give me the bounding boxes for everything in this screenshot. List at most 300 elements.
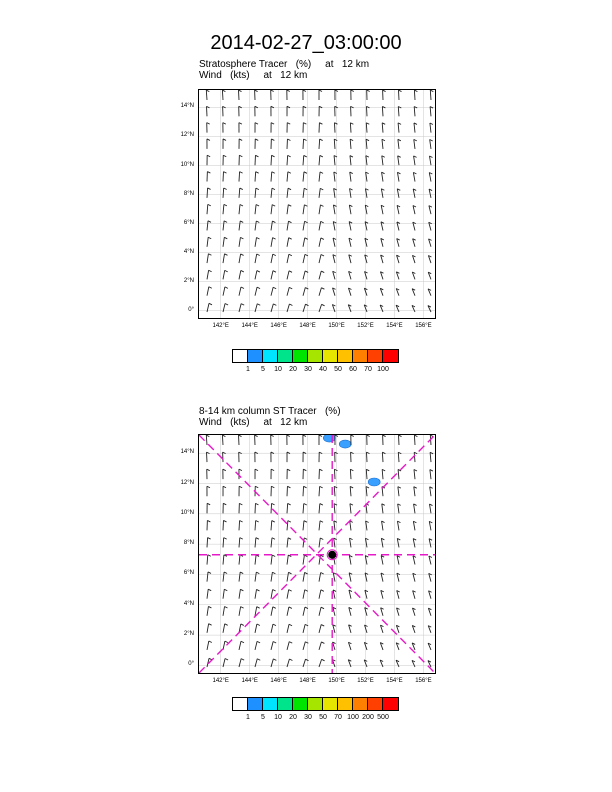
- wind-barb: [319, 486, 323, 496]
- wind-barb: [414, 123, 417, 133]
- wind-barb: [380, 643, 383, 650]
- wind-barb: [271, 123, 274, 133]
- wind-barb: [381, 189, 384, 198]
- wind-barb: [334, 139, 337, 149]
- wind-barb: [365, 625, 368, 633]
- wind-barb: [365, 608, 368, 616]
- wind-barb: [239, 435, 242, 445]
- lat-tick-label: 14°N: [180, 103, 194, 110]
- wind-barb: [430, 487, 433, 496]
- wind-barb: [430, 452, 433, 462]
- wind-barb: [414, 469, 417, 479]
- wind-barb: [223, 221, 227, 231]
- wind-barb: [207, 520, 210, 530]
- colorbar-box: [368, 350, 383, 362]
- wind-barb: [398, 469, 401, 479]
- wind-barb: [223, 172, 226, 182]
- wind-barb: [303, 590, 308, 599]
- colorbar-box: [278, 698, 293, 710]
- wind-barb: [271, 607, 276, 616]
- wind-barb: [366, 487, 369, 497]
- wind-barb: [382, 123, 385, 133]
- wind-barb: [287, 521, 291, 531]
- wind-barb: [397, 538, 400, 547]
- wind-barb: [430, 139, 433, 148]
- wind-barb: [429, 573, 432, 581]
- wind-barb: [255, 90, 258, 100]
- wind-barb: [399, 90, 402, 100]
- wind-barb: [255, 521, 259, 531]
- wind-barb: [397, 608, 400, 616]
- wind-barb: [334, 538, 337, 547]
- wind-barb: [350, 469, 353, 479]
- wind-barb: [413, 591, 416, 599]
- wind-barb: [334, 123, 337, 133]
- colorbar-box: [293, 350, 308, 362]
- wind-barb: [397, 189, 400, 198]
- wind-barb: [349, 607, 352, 615]
- lat-tick-label: 10°N: [180, 509, 194, 516]
- colorbar-box: [248, 350, 263, 362]
- wind-barb: [364, 288, 367, 296]
- wind-barb: [271, 254, 276, 263]
- wind-barb: [223, 123, 226, 133]
- wind-barb: [367, 435, 370, 445]
- wind-barb: [287, 90, 290, 100]
- wind-barb: [333, 607, 336, 615]
- wind-barb: [429, 206, 432, 215]
- colorbar-box: [233, 698, 248, 710]
- wind-barb: [319, 139, 323, 149]
- lon-tick-label: 142°E: [212, 678, 229, 684]
- wind-barb: [207, 589, 211, 599]
- wind-barb: [303, 172, 307, 182]
- wind-barb: [351, 90, 354, 100]
- wind-barb: [222, 90, 225, 100]
- wind-barb: [414, 107, 417, 117]
- lat-tick-label: 12°N: [180, 132, 194, 139]
- wind-barb: [239, 155, 242, 165]
- wind-barb: [430, 107, 433, 117]
- wind-barb: [303, 538, 307, 548]
- wind-barb: [414, 504, 417, 513]
- wind-barb: [397, 556, 400, 565]
- panel1-map-canvas: [199, 90, 435, 318]
- wind-barb: [381, 556, 384, 565]
- colorbar-label: 100: [347, 714, 359, 721]
- wind-barb: [398, 452, 401, 462]
- wind-barb: [365, 538, 368, 547]
- wind-barb: [223, 270, 228, 279]
- wind-barb: [365, 189, 368, 198]
- wind-barb: [349, 222, 352, 231]
- wind-barb: [271, 139, 274, 149]
- wind-barb: [255, 123, 258, 133]
- wind-barb: [255, 572, 259, 581]
- wind-barb: [223, 624, 228, 633]
- wind-barb: [399, 435, 402, 445]
- wind-barb: [239, 555, 243, 565]
- colorbar-label: 50: [334, 366, 342, 373]
- wind-barb: [365, 255, 368, 263]
- wind-barb: [239, 106, 242, 116]
- wind-barb: [414, 156, 417, 165]
- wind-barb: [412, 643, 415, 650]
- wind-barb: [223, 538, 227, 548]
- wind-barb: [397, 255, 400, 263]
- colorbar-label: 60: [349, 366, 357, 373]
- wind-barb: [414, 452, 417, 462]
- wind-barb: [348, 288, 351, 296]
- wind-barb: [303, 452, 306, 462]
- colorbar-label: 1: [246, 366, 250, 373]
- wind-barb: [303, 188, 307, 198]
- colorbar-label: 200: [362, 714, 374, 721]
- wind-barb: [364, 642, 367, 650]
- colorbar-label: 10: [274, 366, 282, 373]
- wind-barb: [333, 255, 336, 263]
- wind-barb: [335, 106, 338, 116]
- wind-barb: [255, 188, 259, 198]
- wind-barb: [319, 607, 324, 616]
- wind-barb: [349, 625, 352, 633]
- page-title: 2014-02-27_03:00:00: [210, 32, 402, 54]
- lat-tick-label: 10°N: [180, 161, 194, 168]
- wind-barb: [303, 486, 307, 496]
- wind-barb: [349, 555, 352, 564]
- colorbar-label: 30: [304, 714, 312, 721]
- lon-tick-label: 146°E: [270, 323, 287, 329]
- wind-barb: [207, 287, 212, 296]
- wind-barb: [255, 435, 258, 445]
- wind-barb: [303, 435, 306, 445]
- colorbar-label: 70: [334, 714, 342, 721]
- wind-barb: [287, 624, 292, 633]
- wind-barb: [428, 272, 431, 279]
- wind-barb: [239, 221, 243, 231]
- wind-barb: [271, 538, 275, 548]
- lon-tick-label: 156°E: [415, 678, 432, 684]
- wind-barb: [303, 221, 308, 230]
- panel1-subtitle-2: Wind (kts) at 12 km: [199, 70, 308, 81]
- lon-tick-label: 142°E: [212, 323, 229, 329]
- wind-barb: [271, 572, 275, 581]
- wind-barb: [239, 520, 243, 530]
- wind-barb: [223, 188, 227, 198]
- wind-barb: [429, 173, 432, 182]
- lat-tick-label: 2°N: [183, 631, 194, 638]
- wind-barb: [414, 90, 417, 100]
- wind-barb: [223, 572, 227, 582]
- lon-tick-label: 150°E: [328, 323, 345, 329]
- wind-barb: [397, 172, 400, 181]
- wind-barb: [319, 271, 324, 279]
- wind-barb: [271, 221, 275, 230]
- wind-barb: [397, 239, 400, 247]
- wind-barb: [398, 504, 401, 513]
- wind-barb: [287, 172, 291, 182]
- lat-tick-label: 14°N: [180, 449, 194, 456]
- wind-barb: [223, 155, 226, 165]
- wind-barb: [255, 254, 260, 263]
- wind-barb: [319, 435, 322, 445]
- wind-barb: [239, 139, 242, 149]
- wind-barb: [428, 608, 431, 616]
- wind-barb: [255, 237, 259, 246]
- lon-tick-label: 148°E: [299, 323, 316, 329]
- wind-barb: [271, 155, 275, 165]
- wind-barb: [348, 642, 351, 650]
- wind-barb: [303, 572, 308, 581]
- colorbar-box: [323, 350, 338, 362]
- wind-barb: [413, 521, 416, 530]
- wind-barb: [350, 156, 353, 166]
- wind-barb: [319, 659, 325, 667]
- wind-barb: [255, 172, 259, 182]
- wind-barb: [223, 139, 226, 149]
- wind-barb: [255, 221, 259, 230]
- wind-barb: [287, 503, 291, 513]
- wind-barb: [396, 660, 399, 667]
- wind-barb: [381, 205, 384, 214]
- wind-barb: [413, 172, 416, 181]
- wind-barb: [335, 452, 338, 462]
- wind-barb: [382, 156, 385, 166]
- wind-barb: [333, 271, 336, 279]
- wind-barb: [239, 254, 244, 263]
- wind-barb: [287, 238, 292, 247]
- wind-barb: [207, 503, 210, 513]
- colorbar-label: 20: [289, 714, 297, 721]
- wind-barb: [381, 608, 384, 616]
- wind-barb: [333, 625, 336, 633]
- wind-barb: [255, 589, 259, 598]
- wind-barb: [319, 205, 323, 214]
- wind-barb: [255, 624, 260, 633]
- wind-barb: [412, 625, 415, 632]
- wind-barb: [223, 589, 227, 598]
- wind-barb: [207, 106, 210, 116]
- wind-barb: [255, 659, 260, 667]
- panel1-subtitle-1: Stratosphere Tracer (%) at 12 km: [199, 59, 370, 70]
- wind-barb: [303, 503, 307, 513]
- wind-barb: [207, 270, 212, 279]
- wind-barb: [239, 659, 244, 667]
- lon-tick-label: 144°E: [241, 323, 258, 329]
- wind-barb: [223, 452, 226, 462]
- wind-barb: [287, 538, 291, 548]
- wind-barb: [429, 521, 432, 530]
- wind-barb: [287, 469, 290, 479]
- wind-barb: [382, 452, 385, 462]
- wind-barb: [271, 106, 274, 116]
- wind-barb: [287, 123, 290, 133]
- wind-barb: [319, 254, 324, 263]
- colorbar-box: [263, 698, 278, 710]
- wind-barb: [207, 123, 210, 133]
- wind-barb: [430, 123, 433, 133]
- wind-barb: [382, 106, 385, 116]
- wind-barb: [413, 539, 416, 548]
- panel2-map: [198, 434, 436, 674]
- wind-barb: [239, 503, 242, 513]
- wind-barb: [303, 90, 306, 100]
- wind-barb: [319, 538, 323, 547]
- wind-barb: [287, 607, 292, 616]
- wind-barb: [271, 486, 274, 496]
- wind-barb: [271, 205, 275, 215]
- wind-barb: [207, 155, 210, 165]
- wind-barb: [350, 486, 353, 496]
- wind-barb: [380, 288, 383, 295]
- wind-barb: [429, 156, 432, 165]
- wind-barb: [430, 470, 433, 480]
- panel1-colorbar: [232, 349, 399, 363]
- wind-barb: [319, 573, 324, 582]
- wind-barb: [413, 189, 416, 198]
- wind-barb: [428, 626, 431, 633]
- colorbar-label: 30: [304, 366, 312, 373]
- lat-tick-label: 2°N: [183, 277, 194, 284]
- wind-barb: [319, 106, 322, 116]
- wind-barb: [349, 238, 352, 247]
- wind-barb: [222, 435, 225, 445]
- lon-tick-label: 146°E: [270, 678, 287, 684]
- wind-barb: [398, 106, 401, 116]
- tracer-blob: [368, 478, 380, 486]
- lon-tick-label: 150°E: [328, 678, 345, 684]
- lat-tick-label: 0°: [188, 306, 194, 313]
- wind-barb: [223, 520, 226, 530]
- wind-barb: [349, 590, 352, 599]
- wind-barb: [366, 123, 369, 133]
- wind-barb: [319, 625, 324, 633]
- wind-barb: [255, 205, 259, 215]
- wind-barb: [271, 503, 275, 513]
- wind-barb: [381, 590, 384, 598]
- wind-barb: [271, 521, 275, 531]
- wind-barb: [271, 435, 274, 445]
- wind-barb: [223, 204, 227, 214]
- colorbar-box: [353, 350, 368, 362]
- wind-barb: [428, 306, 431, 312]
- colorbar-box: [293, 698, 308, 710]
- wind-barb: [396, 289, 399, 296]
- wind-barb: [287, 642, 292, 650]
- wind-barb: [349, 255, 352, 263]
- colorbar-box: [353, 698, 368, 710]
- wind-barb: [239, 452, 242, 462]
- wind-barb: [398, 487, 401, 497]
- wind-barb: [398, 123, 401, 133]
- wind-barb: [350, 521, 353, 530]
- wind-barb: [271, 452, 274, 462]
- wind-barb: [396, 625, 399, 633]
- wind-barb: [366, 452, 369, 462]
- wind-barb: [239, 607, 244, 616]
- wind-barb: [223, 607, 228, 616]
- wind-barb: [287, 205, 291, 214]
- wind-barb: [351, 106, 354, 116]
- wind-barb: [413, 222, 416, 230]
- wind-barb: [239, 172, 243, 182]
- wind-barb: [287, 271, 292, 280]
- wind-barb: [239, 270, 244, 279]
- wind-barb: [255, 641, 260, 650]
- lon-tick-label: 144°E: [241, 678, 258, 684]
- lat-tick-label: 12°N: [180, 479, 194, 486]
- wind-barb: [287, 155, 291, 165]
- wind-barb: [381, 255, 384, 263]
- wind-barb: [287, 486, 290, 496]
- wind-barb: [287, 435, 290, 445]
- wind-barb: [350, 504, 353, 514]
- wind-barb: [271, 287, 276, 295]
- wind-barb: [333, 642, 336, 650]
- wind-barb: [413, 239, 416, 247]
- wind-barb: [397, 521, 400, 530]
- wind-barb: [412, 255, 415, 263]
- wind-barb: [333, 590, 336, 599]
- wind-barb: [351, 452, 354, 462]
- wind-barb: [207, 538, 211, 548]
- wind-barb: [334, 188, 337, 197]
- colorbar-box: [338, 698, 353, 710]
- wind-barb: [319, 469, 322, 479]
- wind-barb: [319, 452, 322, 462]
- wind-barb: [271, 555, 275, 565]
- wind-barb: [397, 222, 400, 231]
- wind-barb: [319, 123, 322, 133]
- tracer-blob: [339, 440, 351, 448]
- wind-barb: [206, 435, 209, 445]
- wind-barb: [380, 660, 383, 667]
- wind-barb: [366, 139, 369, 149]
- tracer-blob: [323, 435, 335, 442]
- wind-barb: [413, 556, 416, 565]
- wind-barb: [396, 643, 399, 650]
- wind-barb: [413, 206, 416, 215]
- wind-barb: [382, 172, 385, 181]
- wind-barb: [271, 271, 276, 280]
- wind-barb: [381, 238, 384, 246]
- wind-barb: [287, 106, 290, 116]
- wind-barb: [239, 572, 243, 582]
- lat-tick-label: 6°N: [183, 219, 194, 226]
- wind-barb: [333, 573, 336, 582]
- wind-barb: [397, 590, 400, 598]
- wind-barb: [429, 222, 432, 230]
- wind-barb: [383, 435, 386, 445]
- colorbar-label: 500: [377, 714, 389, 721]
- wind-barb: [319, 90, 322, 100]
- wind-barb: [206, 90, 209, 100]
- colorbar-label: 40: [319, 366, 327, 373]
- wind-barb: [412, 272, 415, 279]
- wind-barb: [207, 139, 210, 149]
- colorbar-label: 100: [377, 366, 389, 373]
- lon-tick-label: 152°E: [357, 678, 374, 684]
- colorbar-box: [308, 698, 323, 710]
- wind-barb: [412, 608, 415, 616]
- wind-barb: [380, 272, 383, 280]
- wind-barb: [255, 469, 258, 479]
- wind-barb: [303, 521, 307, 531]
- lat-tick-label: 0°: [188, 661, 194, 668]
- wind-barb: [239, 90, 242, 100]
- wind-barb: [366, 521, 369, 530]
- colorbar-label: 70: [364, 366, 372, 373]
